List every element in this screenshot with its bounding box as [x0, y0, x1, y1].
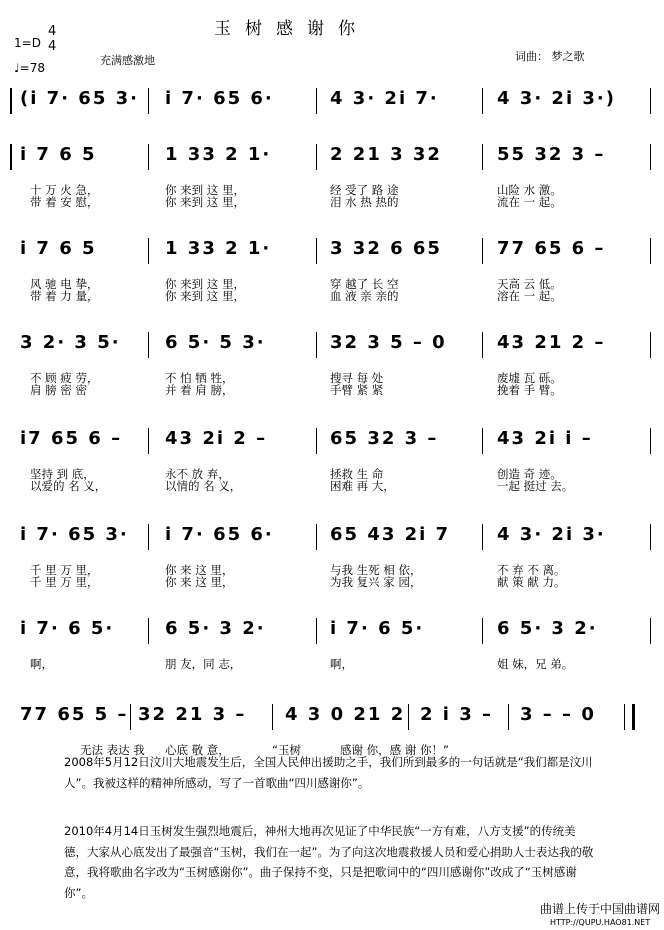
- measure: 4 3· 2i 7·: [330, 88, 439, 109]
- credit: 词曲： 梦之歌: [515, 50, 585, 63]
- bar-line: [272, 704, 273, 730]
- bar-line: [148, 144, 149, 170]
- bar-line: [316, 88, 317, 114]
- lyric-verse-1: 废墟 瓦 砾。: [497, 371, 562, 385]
- bar-line: [482, 428, 483, 454]
- quarter-note-icon: ♩: [14, 61, 20, 75]
- lyric-verse-1: 拯救 生 命: [330, 467, 384, 481]
- lyric-verse-1: 永不 放 弃，: [165, 467, 230, 481]
- lyric-verse-1: 搜寻 每 处: [330, 371, 384, 385]
- notes-line: [0, 524, 664, 550]
- lyric-verse-2: 你 来到 这 里，: [165, 289, 245, 303]
- measure: (i 7· 65 3·: [20, 88, 139, 109]
- lyric-verse-1: 啊，: [30, 657, 53, 671]
- bar-line: [508, 704, 509, 730]
- bar-line: [316, 238, 317, 264]
- notes-line: [0, 144, 664, 170]
- lyric-verse-2: 千 里 万 里，: [30, 575, 99, 589]
- lyric-verse-1: 创造 奇 迹。: [497, 467, 562, 481]
- watermark-text: 曲谱上传于中国曲谱网: [540, 902, 661, 916]
- lyric-verse-2: 一起 挺过 去。: [497, 479, 574, 493]
- bar-line: [316, 332, 317, 358]
- measure: 77 65 5 –: [20, 704, 129, 725]
- tempo-marking: [14, 61, 45, 75]
- lyric-verse-1: 十 万 火 急，: [30, 183, 99, 197]
- measure: 65 32 3 –: [330, 428, 439, 449]
- bar-line: [148, 618, 149, 644]
- bar-line: [148, 332, 149, 358]
- measure: 4 3· 2i 3·: [497, 524, 606, 545]
- measure: 77 65 6 –: [497, 238, 606, 259]
- lyric-verse-1: 你 来到 这 里，: [165, 183, 245, 197]
- lyric-verse-2: 并 着 肩 膀，: [165, 383, 234, 397]
- bar-line: [482, 618, 483, 644]
- bar-line: [148, 428, 149, 454]
- lyric-verse-1: 无法 表达 我: [80, 743, 145, 757]
- lyric-verse-2: 困难 再 大，: [330, 479, 395, 493]
- watermark-url: HTTP://QUPU.HAO81.NET: [550, 918, 651, 927]
- bar-line: [650, 238, 651, 264]
- song-title: 玉树感谢你: [214, 19, 369, 39]
- lyric-verse-1: 不 顾 疲 劳，: [30, 371, 99, 385]
- bar-line: [10, 88, 12, 114]
- notes-line: [0, 88, 664, 114]
- lyric-verse-1: 不 弃 不 离。: [497, 563, 566, 577]
- lyric-verse-1: 经 受了 路 途: [330, 183, 399, 197]
- bar-line: [316, 524, 317, 550]
- lyric-verse-1: 感谢 你，感 谢 你！”: [340, 743, 449, 757]
- notes-line: [0, 618, 664, 644]
- notes-line: [0, 238, 664, 264]
- tempo-value: =78: [19, 61, 45, 75]
- time-signature-top: 4: [48, 24, 57, 39]
- lyric-verse-1: 姐 妹，兄 弟。: [497, 657, 574, 671]
- bar-line: [650, 88, 651, 114]
- lyric-verse-1: 朋 友，同 志，: [165, 657, 242, 671]
- bar-line: [130, 704, 131, 730]
- measure: i 7 6 5: [20, 238, 97, 259]
- lyric-verse-2: 流在 一 起。: [497, 195, 562, 209]
- measure: 6 5· 3 2·: [165, 618, 266, 639]
- lyric-verse-1: 穿 越了 长 空: [330, 277, 399, 291]
- measure: i 7· 6 5·: [20, 618, 115, 639]
- lyric-verse-1: 不 怕 牺 牲，: [165, 371, 234, 385]
- bar-line: [316, 144, 317, 170]
- bar-line: [148, 88, 149, 114]
- bar-line: [650, 524, 651, 550]
- notes-line: [0, 428, 664, 454]
- measure: 43 2i 2 –: [165, 428, 268, 449]
- note-paragraph-2: 2010年4月14日玉树发生强烈地震后，神州大地再次见证了中华民族“一方有难，八方支援”的传统美德，大家从心底发出了最强音“玉树，我们在一起”。为了向这次地震救援人员和爱心捐助人士表达我的敬意，我将歌曲名字改为“玉树感谢你”。曲子保持不变，只是把歌词中的“四川感谢你”改成了“玉树感谢你”。: [64, 824, 594, 900]
- bar-line: [482, 238, 483, 264]
- notes-line: [0, 332, 664, 358]
- measure: 2 21 3 32: [330, 144, 442, 165]
- measure: i 7· 65 3·: [20, 524, 129, 545]
- notes-line: [0, 704, 664, 730]
- lyric-verse-2: 挽着 手 臂。: [497, 383, 562, 397]
- bar-line: [650, 144, 651, 170]
- lyric-verse-2: 以爱的 名 义，: [30, 479, 107, 493]
- measure: 43 21 2 –: [497, 332, 606, 353]
- bar-line: [482, 88, 483, 114]
- measure: 32 21 3 –: [138, 704, 247, 725]
- measure: i 7· 6 5·: [330, 618, 425, 639]
- lyric-verse-1: 天高 云 低。: [497, 277, 562, 291]
- measure: 1 33 2 1·: [165, 238, 272, 259]
- bar-line: [10, 144, 12, 170]
- bar-line: [482, 144, 483, 170]
- measure: 43 2i i –: [497, 428, 593, 449]
- measure: 1 33 2 1·: [165, 144, 272, 165]
- measure: 32 3 5 – 0: [330, 332, 447, 353]
- lyric-verse-1: 山险 水 激。: [497, 183, 562, 197]
- lyric-verse-1: 啊，: [330, 657, 353, 671]
- time-signature: [48, 24, 56, 54]
- measure: i 7· 65 6·: [165, 88, 274, 109]
- measure: 2 i 3 –: [420, 704, 494, 725]
- measure: 3 32 6 65: [330, 238, 442, 259]
- lyric-verse-2: 带 着 力 量，: [30, 289, 99, 303]
- key-signature: 1=D: [14, 36, 41, 50]
- bar-line: [650, 332, 651, 358]
- lyric-verse-2: 献 策 献 力。: [497, 575, 566, 589]
- lyric-verse-1: 千 里 万 里，: [30, 563, 99, 577]
- measure: 55 32 3 –: [497, 144, 606, 165]
- lyric-verse-2: 你 来 这 里，: [165, 575, 234, 589]
- lyric-verse-2: 肩 膀 密 密: [30, 383, 87, 397]
- measure: i 7· 65 6·: [165, 524, 274, 545]
- lyric-verse-2: 手臂 紧 紧: [330, 383, 384, 397]
- measure: 4 3 0 21 2: [285, 704, 406, 725]
- measure: 3 2· 3 5·: [20, 332, 121, 353]
- lyric-verse-2: 带 着 安 慰，: [30, 195, 99, 209]
- expression-marking: 充满感激地: [100, 54, 155, 67]
- bar-line: [650, 428, 651, 454]
- lyric-verse-2: 泪 水 热 热的: [330, 195, 399, 209]
- bar-line: [316, 428, 317, 454]
- bar-line: [316, 618, 317, 644]
- final-bar-line: [632, 704, 635, 730]
- bar-line: [408, 704, 409, 730]
- measure: 3 – – 0: [520, 704, 596, 725]
- measure: i 7 6 5: [20, 144, 97, 165]
- lyric-verse-2: 溶在 一 起。: [497, 289, 562, 303]
- bar-line: [148, 524, 149, 550]
- lyric-verse-2: 为我 复兴 家 园，: [330, 575, 422, 589]
- lyric-verse-2: 你 来到 这 里，: [165, 195, 245, 209]
- bar-line: [148, 238, 149, 264]
- bar-line: [624, 704, 625, 730]
- lyric-verse-1: 风 驰 电 挚，: [30, 277, 99, 291]
- lyric-verse-1: 坚持 到 底，: [30, 467, 95, 481]
- lyric-verse-1: 你 来 这 里，: [165, 563, 234, 577]
- lyric-verse-2: 血 液 亲 亲的: [330, 289, 399, 303]
- time-signature-bottom: 4: [48, 39, 57, 54]
- lyric-verse-1: 你 来到 这 里，: [165, 277, 245, 291]
- measure: 6 5· 5 3·: [165, 332, 266, 353]
- bar-line: [482, 524, 483, 550]
- lyric-verse-1: 心底 敬 意，: [165, 743, 230, 757]
- lyric-verse-2: 以情的 名 义，: [165, 479, 242, 493]
- lyric-verse-1: 与我 生死 相 依，: [330, 563, 422, 577]
- note-paragraph-1: 2008年5月12日汶川大地震发生后，全国人民伸出援助之手，我们所到最多的一句话就是“我们都是汶川人”。我被这样的精神所感动，写了一首歌曲“四川感谢你”。: [64, 755, 593, 790]
- measure: i7 65 6 –: [20, 428, 123, 449]
- lyric-verse-1: “玉树: [272, 743, 301, 757]
- measure: 4 3· 2i 3·): [497, 88, 616, 109]
- measure: 65 43 2i 7: [330, 524, 451, 545]
- bar-line: [650, 618, 651, 644]
- bar-line: [482, 332, 483, 358]
- measure: 6 5· 3 2·: [497, 618, 598, 639]
